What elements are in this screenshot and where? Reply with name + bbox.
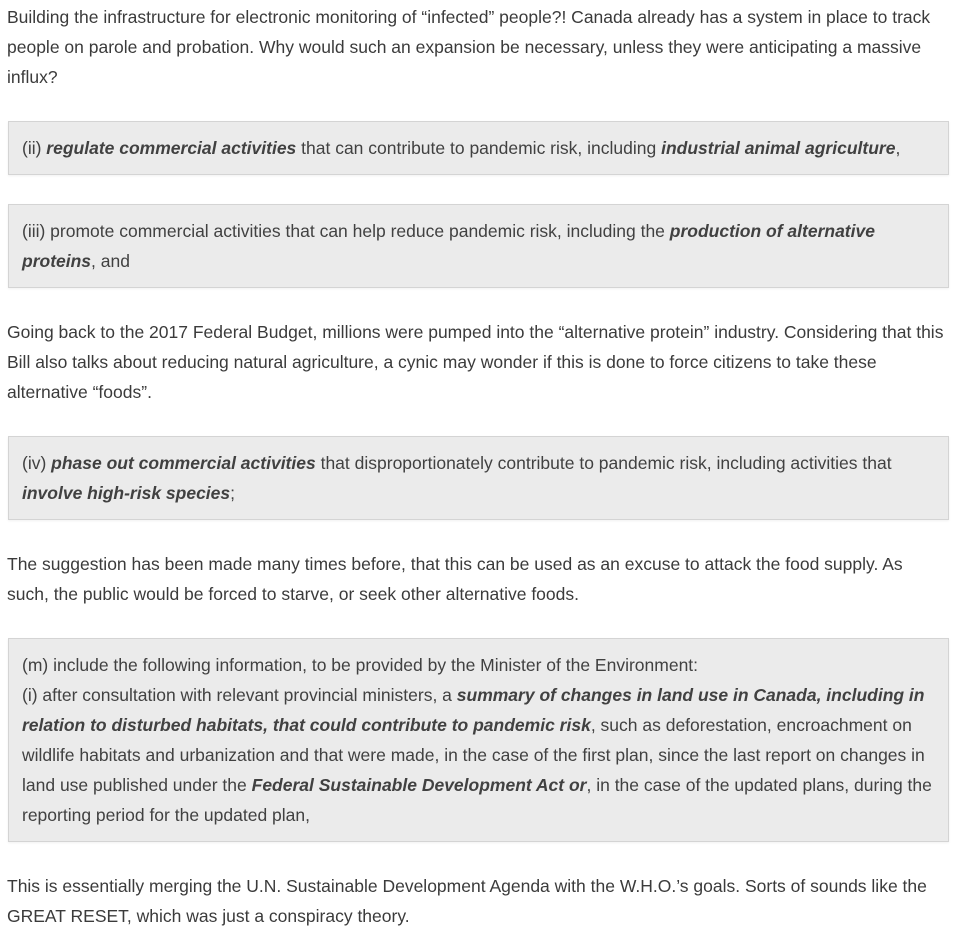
paragraph-federal-budget bbox=[7, 317, 949, 407]
body-text: (ii) bbox=[22, 138, 47, 158]
body-text: that disproportionately contribute to pandemic risk, including activities that bbox=[315, 453, 892, 473]
body-text: Going back to the 2017 Federal Budget, millions were pumped into the “alternative protein” industry. Considering that this Bill also talks about reducing natural agriculture, a cynic may wonder if this is done to force citizens to take these alternative “foods”. bbox=[7, 322, 944, 402]
body-text: , bbox=[895, 138, 901, 158]
body-text: , such as deforestation, encroachment on wildlife habitats and urbanization and that were made, in the case of the first plan, since the last report on changes in land use published under the bbox=[22, 715, 925, 795]
blockquote-clause-iii bbox=[8, 204, 949, 288]
body-text: , in the case of the updated plans, during the reporting period for the updated plan, bbox=[22, 775, 932, 825]
emphasized-text: summary of changes in land use in Canada, including in relation to disturbed habitats, that could contribute to pandemic risk bbox=[22, 685, 925, 735]
body-text: Building the infrastructure for electronic monitoring of “infected” people?! Canada already has a system in place to track people on parole and probation. Why would such an expansion be necessary, unless they were anticipating a massive influx? bbox=[7, 7, 931, 87]
paragraph-food-supply bbox=[7, 549, 949, 609]
body-text: that can contribute to pandemic risk, including bbox=[296, 138, 662, 158]
body-text: ; bbox=[230, 483, 236, 503]
emphasized-text: industrial animal agriculture bbox=[661, 138, 896, 158]
blockquote-clause-ii bbox=[8, 121, 949, 175]
body-text: (m) include the following information, to be provided by the Minister of the Environment: bbox=[22, 655, 699, 675]
emphasized-text: phase out commercial activities bbox=[51, 453, 316, 473]
blockquote-clause-m bbox=[8, 638, 949, 842]
body-text: (i) after consultation with relevant provincial ministers, a bbox=[22, 685, 457, 705]
emphasized-text: involve high-risk species bbox=[22, 483, 231, 503]
body-text: This is essentially merging the U.N. Sustainable Development Agenda with the W.H.O.’s goals. Sorts of sounds like the GREAT RESET, which was just a conspiracy theory. bbox=[7, 876, 927, 926]
intro-paragraph-monitoring bbox=[7, 2, 949, 92]
body-text: (iv) bbox=[22, 453, 52, 473]
blockquote-clause-iv bbox=[8, 436, 949, 520]
paragraph-great-reset bbox=[7, 871, 949, 931]
emphasized-text: production of alternative proteins bbox=[22, 221, 875, 271]
body-text: (iii) promote commercial activities that can help reduce pandemic risk, including the bbox=[22, 221, 670, 241]
body-text: , and bbox=[91, 251, 130, 271]
body-text: The suggestion has been made many times before, that this can be used as an excuse to attack the food supply. As such, the public would be forced to starve, or seek other alternative foods. bbox=[7, 554, 903, 604]
emphasized-text: regulate commercial activities bbox=[46, 138, 297, 158]
emphasized-text: Federal Sustainable Development Act or bbox=[251, 775, 587, 795]
